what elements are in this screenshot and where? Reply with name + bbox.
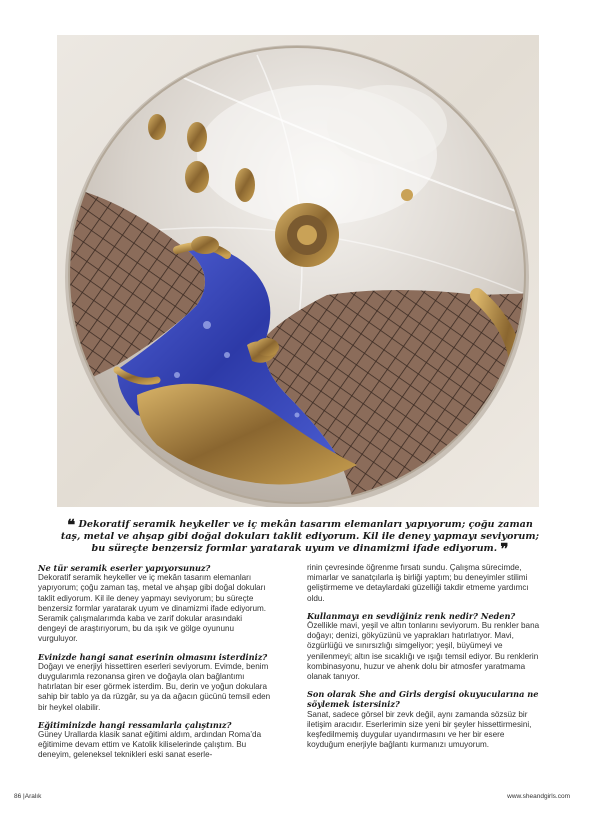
right-column: [307, 563, 541, 757]
footer-separator: |: [23, 793, 25, 800]
website-link[interactable]: www.sheandgirls.com: [507, 793, 570, 800]
section-name: Aralık: [24, 793, 42, 800]
pull-quote-text: Dekoratif seramik heykeller ve iç mekân tasarım elemanları yapıyorum; çoğu zaman taş, metal ve ahşap gibi doğal dokuları taklit ediyorum. Kil ile deney yapmayı seviyorum; bu süreçte benzersiz formlar yaratarak uyum ve dinamizmi ifade ediyorum.: [60, 519, 540, 554]
page-number: 86: [14, 793, 22, 800]
answer-paragraph: Dekoratif seramik heykeller ve iç mekân tasarım elemanları yapıyorum; çoğu zaman taş, metal ve ahşap gibi doğal dokuları taklit ediyorum. Kil ile deney yapmayı seviyorum; bu süreçte benzersiz formlar yaratarak uyum ve dinamizmi ifade ediyorum. Seramik çalışmalarımda kaba ve zarif dokular arasındaki dengeyi de araştırıyorum, bu da ışık ve gölge oyununu vurguluyor.: [38, 573, 267, 644]
answer-paragraph: Doğayı ve enerjiyi hissettiren eserleri seviyorum. Evimde, benim duygularımla rezonansa giren ve doğayla olan bağlantımı hatırlatan bir eser görmek isterdim. Bu, derin ve yoğun dokulara sahip bir tablo ya da rüzgâr, su ya da ağacın gücünü temsil eden bir heykel olabilir.: [38, 661, 271, 712]
question-heading: Kullanmayı en sevdiğiniz renk nedir? Neden?: [307, 610, 516, 621]
close-quote-mark: ❞: [500, 540, 509, 558]
question-heading: Son olarak She and Girls dergisi okuyucularına ne söylemek istersiniz?: [307, 689, 539, 710]
left-column: [38, 563, 272, 768]
answer-paragraph: Güney Urallarda klasik sanat eğitimi aldım, ardından Roma’da eğitimime devam ettim ve Katolik kiliselerinde çalıştım. Bu deneyim, geleneksel teknikleri eski sanat eserle-: [38, 730, 262, 760]
question-heading: Evinizde hangi sanat eserinin olmasını isterdiniz?: [38, 651, 268, 662]
answer-paragraph: rinin çevresinde öğrenme fırsatı sundu. Çalışma sürecimde, mimarlar ve sanatçılarla iş birliği yaptım; bu deneyimler stilimi geliştirmeme ve detaylardaki güzelliği takdir etmeme yardımcı oldu.: [307, 563, 529, 603]
question-heading: Ne tür seramik eserler yapıyorsunuz?: [38, 563, 211, 573]
answer-paragraph: Özellikle mavi, yeşil ve altın tonlarını seviyorum. Bu renkler bana doğayı; denizi, gökyüzünü ve yaprakları hatırlatıyor. Mavi, özgürlüğü ve sınırsızlığı simgeliyor; yeşil, büyümeyi ve yenilenmeyi; altın ise sıcaklığı ve ışığı temsil ediyor. Bu renklerin kombinasyonu, huzur ve ahenk dolu bir atmosfer yaratmama olanak tanıyor.: [307, 621, 540, 682]
answer-paragraph: Sanat, sadece görsel bir zevk değil, aynı zamanda sözsüz bir iletişim aracıdır. Eserlerimin size yeni bir şeyler hissettirmesini, keşfedilmemiş duygular uyandırmasını ve her bir esere koyduğum enerjiyle bağlantı kurmanızı umuyorum.: [307, 709, 532, 750]
ceramic-artwork-photo: [57, 35, 539, 507]
open-quote-mark: ❝: [67, 516, 76, 534]
page-footer: [14, 793, 41, 800]
pull-quote: [60, 516, 540, 558]
question-heading: Eğitiminizde hangi ressamlarla çalıştınız?: [38, 719, 232, 730]
